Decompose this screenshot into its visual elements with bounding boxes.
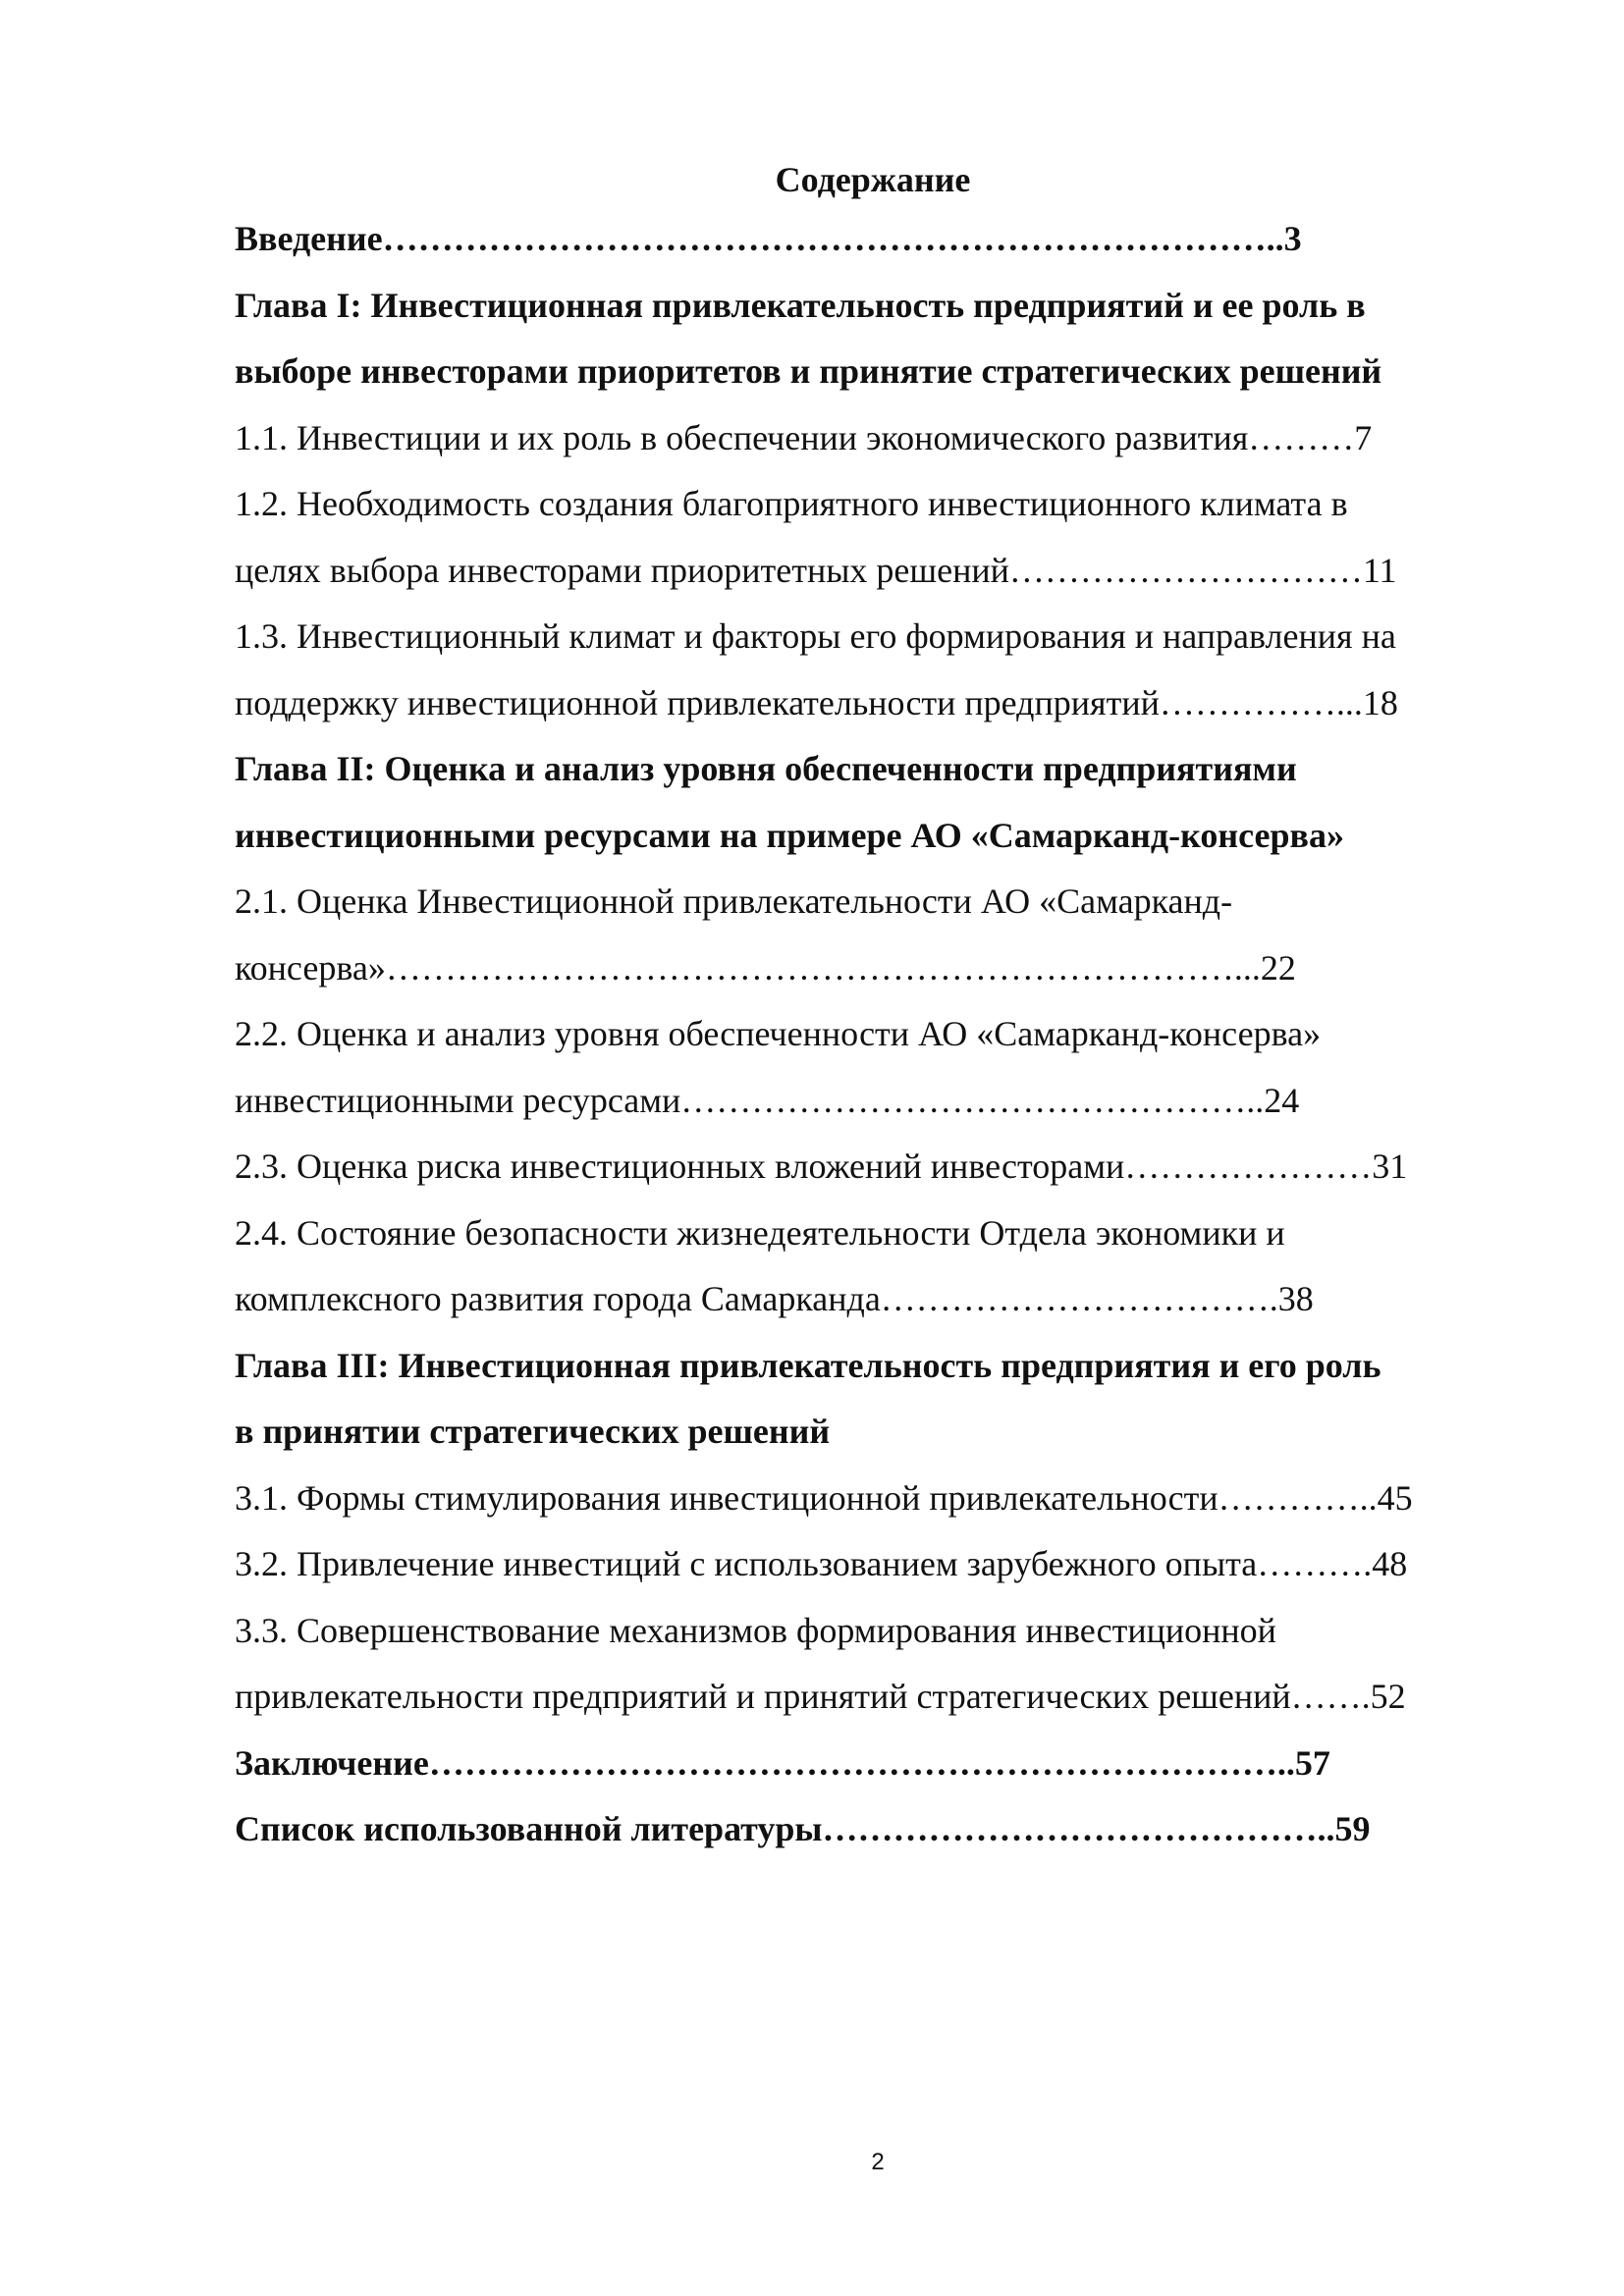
toc-line: 2.4. Состояние безопасности жизнедеятельности Отдела экономики и: [235, 1212, 1285, 1253]
toc-line: Заключение………………………………………………………………..57: [235, 1742, 1330, 1783]
toc-line: консерва»………………………………………………………………...22: [235, 947, 1296, 988]
toc-line: 1.3. Инвестиционный климат и факторы его формирования и направления на: [235, 616, 1396, 656]
toc-line: 1.2. Необходимость создания благоприятного инвестиционного климата в: [235, 484, 1348, 523]
toc-line: Глава II: Оценка и анализ уровня обеспеченности предприятиями: [235, 749, 1297, 788]
toc-line: инвестиционными ресурсами…………………………………………..24: [235, 1080, 1300, 1120]
toc-line: комплексного развития города Самарканда…………………………….38: [235, 1279, 1314, 1318]
toc-line: 3.3. Совершенствование механизмов формирования инвестиционной: [235, 1610, 1276, 1650]
toc-line: 3.1. Формы стимулирования инвестиционной привлекательности…………..45: [235, 1477, 1413, 1518]
toc-line: целях выбора инвесторами приоритетных решений…………………………11: [235, 550, 1397, 590]
toc-line: инвестиционными ресурсами на примере АО «Самарканд-консерва»: [235, 815, 1344, 855]
toc-line: в принятии стратегических решений: [235, 1412, 831, 1451]
page-number: 2: [871, 2149, 885, 2175]
toc-line: 2.2. Оценка и анализ уровня обеспеченности АО «Самарканд-консерва»: [235, 1014, 1322, 1053]
toc-line: Список использованной литературы……………………………………..59: [235, 1809, 1371, 1848]
toc-line: Введение…………………………………………………………………..3: [235, 219, 1302, 258]
toc-line: Глава III: Инвестиционная привлекательность предприятия и его роль: [235, 1345, 1381, 1385]
toc-line: 2.3. Оценка риска инвестиционных вложений инвесторами…………………31: [235, 1147, 1408, 1186]
toc-line: привлекательности предприятий и принятий стратегических решений…….52: [235, 1677, 1406, 1716]
toc-line: 3.2. Привлечение инвестиций с использованием зарубежного опыта……….48: [235, 1544, 1408, 1583]
toc-line: 2.1. Оценка Инвестиционной привлекательности АО «Самарканд-: [235, 881, 1233, 921]
toc-line: 1.1. Инвестиции и их роль в обеспечении экономического развития………7: [235, 417, 1373, 457]
page-title: Содержание: [775, 160, 971, 199]
toc-line: выборе инвесторами приоритетов и принятие стратегических решений: [235, 351, 1382, 391]
toc-line: поддержку инвестиционной привлекательности предприятий……………...18: [235, 682, 1398, 722]
toc-line: Глава I: Инвестиционная привлекательность предприятий и ее роль в: [235, 285, 1366, 325]
table-of-contents: [235, 206, 1531, 1863]
